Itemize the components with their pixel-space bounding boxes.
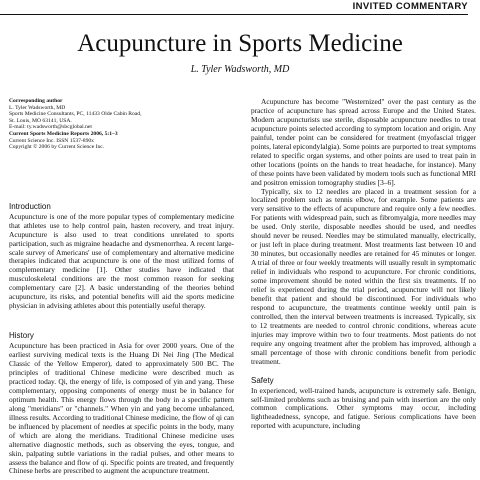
introduction-paragraph: Acupuncture is one of the more popular types of complementary medicine that athletes use to help control pain, hasten recovery, and treat injury. Acupuncture is also used to treat conditions unrelated to sports participation, such as migraine headache and dysmenorrhea. A recent large-scale survey of Americans' use of complementary and alternative medicine therapies indicated that acupuncture is one of the most utilized forms of complementary medicine [1]. Other studies have indicated that musculoskeletal conditions are the most common reason for seeking complementary care [2]. A basic understanding of the theories behind acupuncture, its risks, and potential benefits will aid the sports medicine physician in advising athletes about this potentially useful therapy.: [9, 211, 234, 311]
history-paragraph: Acupuncture has been practiced in Asia for over 2000 years. One of the earliest surviving medical texts is the Huang Di Nei Jing (The Medical Classic of the Yellow Emperor), dated to approximately 500 BC. The principles of traditional Chinese medicine were described much as practiced today. Qi, the energy of life, is composed of yin and yang. These complementary, opposing components of energy must be in balance for optimum health. This energy flows through the body in a specific pattern along "meridians" or "channels." When yin and yang become unbalanced, illness results. According to traditional Chinese medicine, the flow of qi can be influenced by placement of needles at specific points in the body, many of which are along the meridians. Traditional Chinese medicine uses alternative diagnostic methods, such as observing the eyes, tongue, and skin, palpating subtle variations in the radial pulses, and other means to assess the balance and flow of qi. Specific points are treated, and frequently Chinese herbs are prescribed to augment the acupuncture treatment.: [9, 341, 234, 476]
section-label: INVITED COMMENTARY: [352, 1, 468, 12]
article-author: L. Tyler Wadsworth, MD: [190, 64, 290, 75]
header-rule: [0, 14, 468, 15]
body-paragraph: Acupuncture has become "Westernized" over the past century as the practice of acupuncture has spread across Europe and the United States. Modern acupuncturists use sterile, disposable acupuncture needles to treat acupuncture points selected according to symptom location and origin. Any painful, tender point can be considered for treatment (myofascial trigger points, lateral epicondylalgia). Some points are purported to treat symptoms related to specific organ systems, and other points are used to treat pain in other locations (points on the hands to treat headache, for instance). Many of these points have been validated by modern tools such as functional MRI and positron emission tomography studies [3–6].: [251, 97, 476, 187]
article-info: [9, 98, 234, 151]
history-heading: History: [9, 331, 34, 341]
copyright-line: Copyright © 2006 by Current Science Inc.: [9, 144, 105, 151]
journal-citation: Current Sports Medicine Reports 2006, 5:1–3: [9, 130, 118, 137]
body-paragraph: Typically, six to 12 needles are placed in a treatment session for a localized problem such as tennis elbow, for example. Some patients are very sensitive to the effects of acupuncture and require only a few needles. For patients with widespread pain, such as fibromyalgia, more needles may be used. Only sterile, disposable needles should be used, and needles should never be reused. Needles may be stimulated manually, electrically, or just left in place during treatment. Most treatments last between 10 and 30 minutes, but occasionally needles are retained for 45 minutes or longer. A trial of three or four weekly treatments will usually result in symptomatic relief in individuals who respond to acupuncture. For chronic conditions, some improvement should be noted within the first six treatments. If no relief is experienced during the trial period, acupuncture will not likely benefit that patient and should be discontinued. For individuals who respond to acupuncture, the treatments continue weekly until pain is controlled, then the interval between treatments is increased. Typically, six to 12 treatments are needed to control chronic conditions, whereas acute injuries may improve within two to four treatments. Most patients do not require any ongoing treatment after the problem has improved, although a small percentage of those with chronic conditions benefit from periodic treatment.: [251, 186, 476, 366]
correspondence-line: Sports Medicine Consultants, PC, 11433 Olde Cabin Road,: [9, 111, 142, 118]
safety-paragraph: In experienced, well-trained hands, acupuncture is extremely safe. Benign, self-limited problems such as bruising and pain with insertion are the only common complications. Other symptoms may occur, including lightheadedness, syncope, and fatigue. Serious complications have been reported with acupuncture, including: [251, 385, 476, 431]
article-title: Acupuncture in Sports Medicine: [77, 30, 403, 57]
correspondence-line: St. Louis, MO 63141, USA.: [9, 117, 72, 124]
safety-heading: Safety: [251, 375, 274, 385]
publisher-line: Current Science Inc. ISSN 1537-890x: [9, 137, 94, 144]
correspondence-heading: Corresponding author: [9, 98, 63, 104]
right-column: [251, 98, 476, 431]
correspondence-email: E-mail: ty.wadsworth@sbcglobal.net: [9, 124, 92, 131]
left-column: [9, 98, 234, 476]
correspondence-line: L. Tyler Wadsworth, MD: [9, 104, 66, 111]
introduction-heading: Introduction: [9, 201, 51, 211]
